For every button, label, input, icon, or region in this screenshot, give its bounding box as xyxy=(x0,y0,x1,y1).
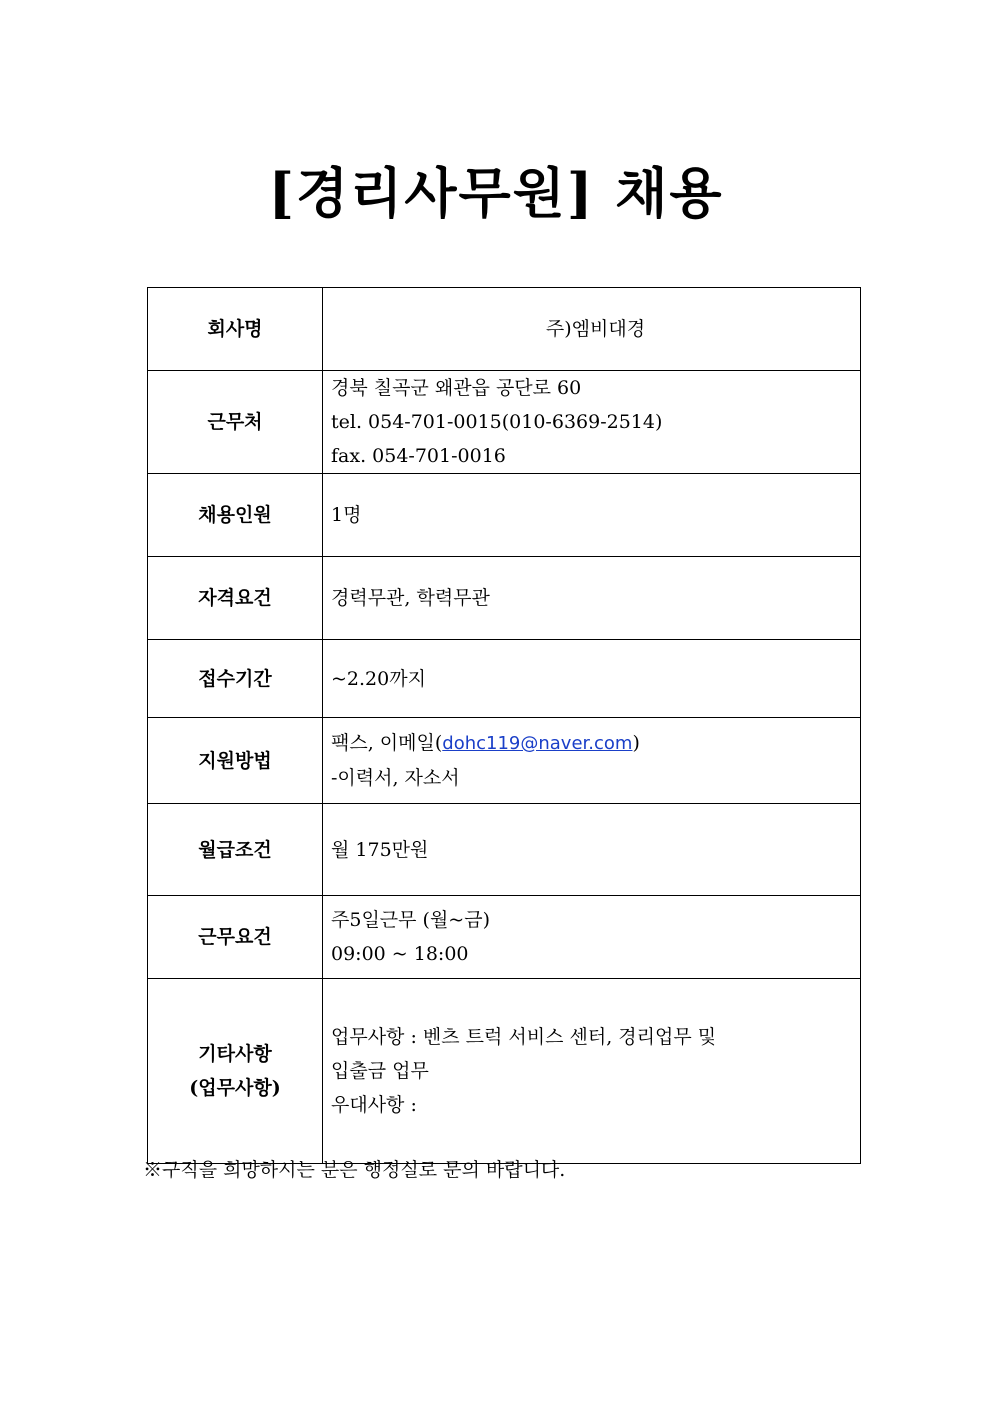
apply-suffix: ) xyxy=(632,732,640,754)
etc-label-sub: (업무사항) xyxy=(189,1077,281,1099)
row-value-conditions xyxy=(323,896,861,979)
workplace-tel: tel. 054-701-0015(010-6369-2514) xyxy=(331,411,663,433)
etc-preference: 우대사항 : xyxy=(331,1094,417,1116)
row-value-etc xyxy=(323,979,861,1164)
headcount-value: 1명 xyxy=(331,504,362,526)
row-value-period xyxy=(323,640,861,718)
table-row-workplace xyxy=(148,371,861,474)
row-value-headcount xyxy=(323,474,861,557)
table-row-qualification xyxy=(148,557,861,640)
row-value-salary xyxy=(323,804,861,896)
footer-note: ※구직을 희망하시는 분은 행정실로 문의 바랍니다. xyxy=(143,1159,566,1181)
table-row-conditions xyxy=(148,896,861,979)
row-label-headcount: 채용인원 xyxy=(148,474,323,557)
workplace-address: 경북 칠곡군 왜관읍 공단로 60 xyxy=(331,377,582,399)
table-row-period xyxy=(148,640,861,718)
row-value-workplace xyxy=(323,371,861,474)
apply-prefix: 팩스, 이메일( xyxy=(331,732,443,754)
row-label-apply: 지원방법 xyxy=(148,718,323,804)
row-label-workplace: 근무처 xyxy=(148,371,323,474)
row-value-company xyxy=(323,288,861,371)
workplace-fax: fax. 054-701-0016 xyxy=(331,445,506,467)
company-name: 주)엠비대경 xyxy=(545,318,646,340)
apply-documents: -이력서, 자소서 xyxy=(331,767,460,789)
email-link[interactable]: dohc119@naver.com xyxy=(442,733,633,754)
page-title: [경리사무원] 채용 xyxy=(268,161,724,225)
table-row-etc xyxy=(148,979,861,1164)
conditions-days: 주5일근무 (월~금) xyxy=(331,909,490,931)
apply-method-line xyxy=(331,726,860,761)
row-value-qualification xyxy=(323,557,861,640)
row-label-period: 접수기간 xyxy=(148,640,323,718)
row-label-company: 회사명 xyxy=(148,288,323,371)
row-label-etc xyxy=(148,979,323,1164)
table-row-company xyxy=(148,288,861,371)
etc-duties-cont: 입출금 업무 xyxy=(331,1060,429,1082)
table-row-apply xyxy=(148,718,861,804)
salary-value: 월 175만원 xyxy=(331,838,429,861)
table-row-salary xyxy=(148,804,861,896)
period-value: ~2.20까지 xyxy=(331,667,426,690)
job-info-table xyxy=(147,287,861,1164)
etc-duties: 업무사항 : 벤츠 트럭 서비스 센터, 경리업무 및 xyxy=(331,1026,717,1048)
table-row-headcount xyxy=(148,474,861,557)
etc-label: 기타사항 xyxy=(198,1043,272,1065)
row-label-salary: 월급조건 xyxy=(148,804,323,896)
row-label-conditions: 근무요건 xyxy=(148,896,323,979)
qualification-value: 경력무관, 학력무관 xyxy=(331,587,490,609)
conditions-hours: 09:00 ~ 18:00 xyxy=(331,943,469,965)
row-value-apply xyxy=(323,718,861,804)
row-label-qualification: 자격요건 xyxy=(148,557,323,640)
